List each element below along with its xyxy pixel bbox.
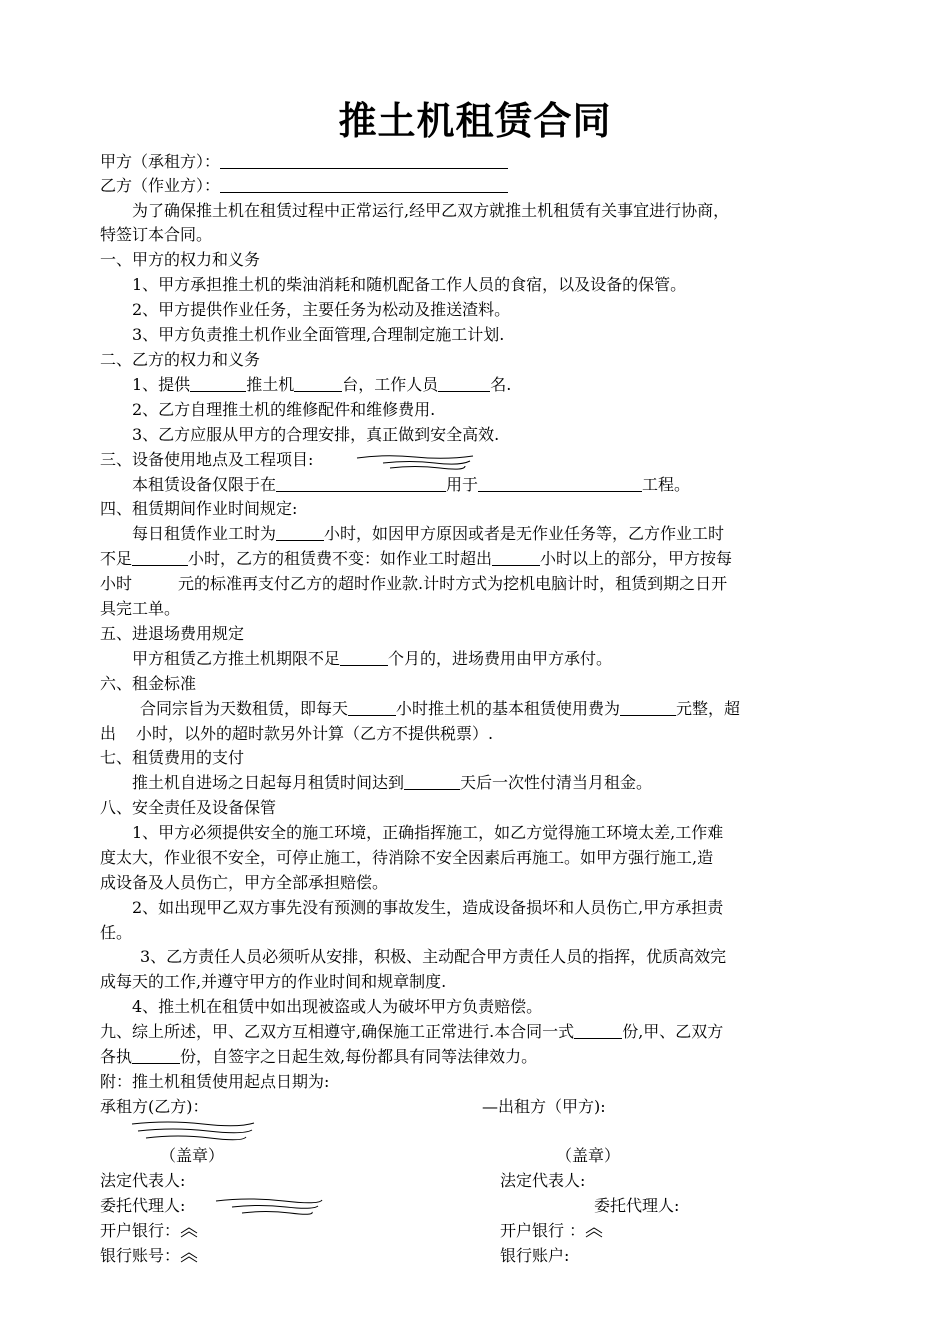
- body-text: 本租赁设备仅限于在: [132, 475, 277, 494]
- party-a-line: [100, 150, 508, 174]
- bank-right-label: 开户银行 ：: [500, 1221, 586, 1240]
- body-text: 小时，乙方的租赁费不变：如作业工时超出: [188, 549, 493, 568]
- body-text: 元整，超: [676, 699, 741, 718]
- project-blank[interactable]: [478, 475, 642, 492]
- section-8-p2-line-1: 2、如出现甲乙双方事先没有预测的事故发生，造成设备损坏和人员伤亡,甲方承担责: [132, 898, 724, 917]
- appendix-line: 附：推土机租赁使用起点日期为:: [100, 1072, 330, 1091]
- location-blank[interactable]: [276, 475, 446, 492]
- section-2-item-2: 2、乙方自理推土机的维修配件和维修费用.: [132, 400, 436, 419]
- section-6-line-1: [140, 697, 740, 721]
- daily-hours-blank[interactable]: [348, 699, 396, 716]
- handwritten-scribble: [355, 452, 477, 472]
- body-text: 份,甲、乙双方: [622, 1022, 724, 1041]
- section-8-heading: 八、安全责任及设备保管: [100, 798, 277, 817]
- body-text: 出: [100, 724, 117, 743]
- section-4-line-3: [100, 572, 727, 596]
- item-text: 推土机: [246, 375, 295, 394]
- section-7-body: [132, 771, 652, 795]
- body-text: 小时推土机的基本租赁使用费为: [396, 699, 621, 718]
- account-left-label: 银行账号：: [100, 1246, 181, 1265]
- item-text: 1、提供: [132, 375, 191, 394]
- body-text: 合同宗旨为天数租赁，即每天: [140, 699, 349, 718]
- section-1-heading: 一、甲方的权力和义务: [100, 250, 261, 269]
- account-right: 银行账户:: [500, 1246, 570, 1265]
- body-text: 不足: [100, 549, 133, 568]
- legal-rep-left: 法定代表人:: [100, 1171, 186, 1190]
- agent-left: 委托代理人:: [100, 1196, 186, 1215]
- copies-blank[interactable]: [574, 1022, 622, 1039]
- section-5-body: [132, 647, 612, 671]
- body-text: 甲方租赁乙方推土机期限不足: [132, 649, 341, 668]
- agent-right: 委托代理人:: [594, 1196, 680, 1215]
- section-4-heading: 四、租赁期间作业时间规定:: [100, 499, 298, 518]
- each-copies-blank[interactable]: [132, 1047, 180, 1064]
- body-text: 工程。: [642, 475, 691, 494]
- section-6-line-2: [100, 722, 493, 746]
- lessor-label: —出租方（甲方):: [482, 1097, 606, 1116]
- body-text: 小时，以外的超时款另外计算（乙方不提供税票）.: [136, 724, 494, 743]
- party-a-blank[interactable]: [220, 152, 508, 169]
- rent-amount-blank[interactable]: [620, 699, 676, 716]
- body-text: 天后一次性付清当月租金。: [460, 773, 653, 792]
- months-blank[interactable]: [340, 649, 388, 666]
- section-9-line-1: [100, 1020, 723, 1044]
- bank-right: [500, 1219, 603, 1243]
- body-text: 用于: [446, 475, 479, 494]
- section-8-p1-line-1: 1、甲方必须提供安全的施工环境，正确指挥施工，如乙方觉得施工环境太差,工作难: [132, 823, 724, 842]
- section-8-p3-line-2: 成每天的工作,并遵守甲方的作业时间和规章制度.: [100, 972, 447, 991]
- days-blank[interactable]: [404, 773, 460, 790]
- section-2-item-1: [132, 373, 511, 397]
- body-text: 各执: [100, 1047, 133, 1066]
- section-8-p4: 4、推土机在租赁中如出现被盗或人为破坏甲方负责赔偿。: [132, 997, 543, 1016]
- item-text: 台，工作人员: [342, 375, 439, 394]
- section-2-heading: 二、乙方的权力和义务: [100, 350, 261, 369]
- section-7-heading: 七、租赁费用的支付: [100, 748, 245, 767]
- party-a-label: 甲方（承租方）：: [100, 152, 221, 171]
- count-blank[interactable]: [294, 375, 342, 392]
- section-5-heading: 五、进退场费用规定: [100, 624, 245, 643]
- section-8-p1-line-3: 成设备及人员伤亡，甲方全部承担赔偿。: [100, 873, 389, 892]
- section-4-line-1: [132, 522, 724, 546]
- body-text: 个月的，进场费用由甲方承付。: [388, 649, 613, 668]
- section-9-line-2: [100, 1045, 537, 1069]
- body-text: 九、综上所述，甲、乙双方互相遵守,确保施工正常进行.本合同一式: [100, 1022, 575, 1041]
- section-4-line-2: [100, 547, 732, 571]
- handwritten-scribble: [128, 1118, 258, 1142]
- party-b-blank[interactable]: [220, 176, 508, 193]
- section-3-heading: 三、设备使用地点及工程项目:: [100, 450, 314, 469]
- section-8-p2-line-2: 任。: [100, 923, 133, 942]
- handwritten-scribble: [214, 1196, 326, 1216]
- hours-blank[interactable]: [276, 524, 324, 541]
- document-title: 推土机租赁合同: [338, 98, 612, 143]
- intro-line-1: 为了确保推土机在租赁过程中正常运行,经甲乙双方就推土机租赁有关事宜进行协商，: [132, 201, 730, 220]
- body-text: 推土机自进场之日起每月租赁时间达到: [132, 773, 405, 792]
- chevron-up-icon: [180, 1251, 198, 1263]
- party-b-label: 乙方（作业方）：: [100, 176, 221, 195]
- staff-blank[interactable]: [438, 375, 490, 392]
- party-b-line: [100, 174, 508, 198]
- seal-left: （盖章）: [160, 1146, 225, 1165]
- section-1-item-2: 2、甲方提供作业任务，主要任务为松动及推送渣料。: [132, 300, 511, 319]
- over-hours-blank[interactable]: [492, 549, 540, 566]
- body-text: 每日租赁作业工时为: [132, 524, 277, 543]
- account-left: [100, 1244, 198, 1268]
- bank-left: [100, 1219, 198, 1243]
- section-8-p3-line-1: 3、乙方责任人员必须听从安排，积极、主动配合甲方责任人员的指挥，优质高效完: [140, 947, 727, 966]
- section-6-heading: 六、租金标准: [100, 674, 197, 693]
- body-text: 份，自签字之日起生效,每份都具有同等法律效力。: [180, 1047, 538, 1066]
- bank-left-label: 开户银行：: [100, 1221, 181, 1240]
- item-text: 名.: [490, 375, 512, 394]
- section-8-p1-line-2: 度太大，作业很不安全，可停止施工，待消除不安全因素后再施工。如甲方强行施工,造: [100, 848, 714, 867]
- body-text: 小时，如因甲方原因或者是无作业任务等，乙方作业工时: [324, 524, 725, 543]
- section-3-body: [132, 473, 690, 497]
- chevron-up-icon: [180, 1226, 198, 1238]
- body-text: 小时以上的部分，甲方按每: [540, 549, 733, 568]
- section-1-item-3: 3、甲方负责推土机作业全面管理,合理制定施工计划.: [132, 325, 505, 344]
- seal-right: （盖章）: [556, 1146, 621, 1165]
- intro-line-2: 特签订本合同。: [100, 225, 213, 244]
- section-4-line-4: 具完工单。: [100, 599, 181, 618]
- legal-rep-right: 法定代表人:: [500, 1171, 586, 1190]
- lessee-label: 承租方(乙方)：: [100, 1097, 209, 1116]
- section-1-item-1: 1、甲方承担推土机的柴油消耗和随机配备工作人员的食宿，以及设备的保管。: [132, 275, 687, 294]
- model-blank[interactable]: [190, 375, 246, 392]
- chevron-up-icon: [585, 1226, 603, 1238]
- section-2-item-3: 3、乙方应服从甲方的合理安排，真正做到安全高效.: [132, 425, 500, 444]
- body-text: 小时: [100, 574, 133, 593]
- body-text: 元的标准再支付乙方的超时作业款.计时方式为挖机电脑计时，租赁到期之日开: [178, 574, 728, 593]
- min-hours-blank[interactable]: [132, 549, 188, 566]
